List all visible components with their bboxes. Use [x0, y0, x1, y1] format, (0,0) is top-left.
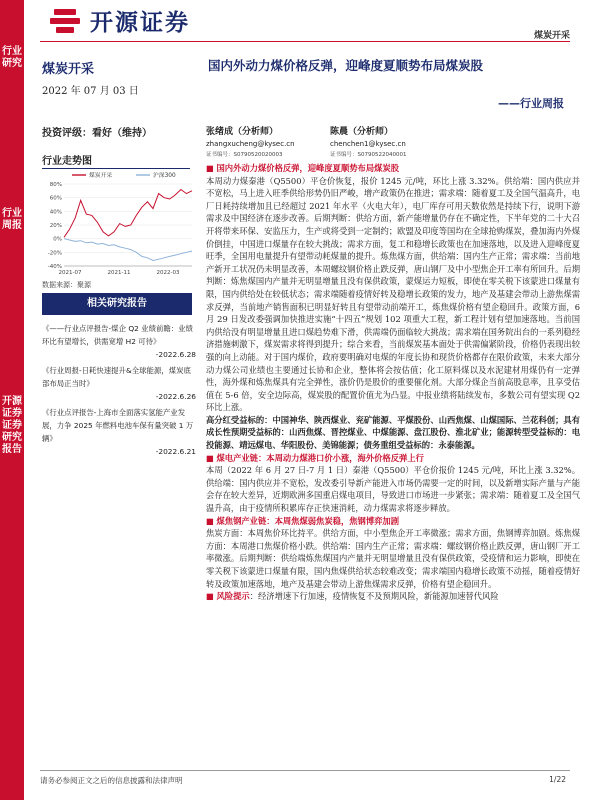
y-tick-label: 20% — [49, 223, 62, 229]
y-tick-label: -40% — [47, 264, 62, 270]
related-report-text: 《——行业点评报告-煤企 Q2 业绩前瞻：业绩环比有望增长，供需宽增 H2 可待》 — [42, 324, 193, 346]
analyst-cert: 证书编号：S0790520020003 — [206, 152, 283, 158]
related-report-date: -2022.6.26 — [155, 392, 196, 401]
related-report-item[interactable] — [42, 364, 196, 403]
analyst-name: 陈晨（分析师） — [330, 127, 394, 137]
section-heading: 国内外动力煤价格反弹，迎峰度夏顺势布局煤炭股 — [216, 163, 400, 173]
series-line-1 — [64, 239, 192, 261]
risk-text: ：经济增速下行加速，疫情恢复不及预期风险，新能源加速替代风险 — [249, 591, 499, 602]
industry-trend-chart — [38, 170, 196, 280]
y-tick-label: 40% — [49, 209, 62, 216]
report-body — [206, 162, 580, 603]
analyst-block — [206, 124, 566, 164]
page-number: 1/22 — [549, 775, 566, 784]
analyst-email[interactable]: zhangxucheng@kysec.cn — [206, 140, 295, 148]
analyst-cert: 证书编号：S0790522040001 — [330, 152, 407, 158]
related-reports-header: 相关研究报告 — [42, 293, 192, 315]
legend-label: 沪深300 — [153, 173, 176, 179]
section-heading: 风险提示 — [216, 591, 250, 602]
y-tick-label: 0% — [53, 236, 62, 243]
sidebar-label-top: 行业研究 — [2, 46, 22, 69]
report-title: 国内外动力煤价格反弹，迎峰度夏顺势布局煤炭股 — [208, 58, 484, 73]
related-report-item[interactable] — [42, 406, 196, 458]
related-report-text: 《行业点评报告-上海市全面落实氢能产业发展，力争 2025 年燃料电池车保有量突破 1 万辆》 — [42, 408, 194, 443]
sidebar-label-bottom: 开源证券证券研究报告 — [2, 396, 22, 455]
brand-logo — [50, 4, 190, 37]
footer-disclaimer: 请务必参阅正文之后的信息披露和法律声明 — [40, 776, 183, 785]
x-tick-label: 2021-11 — [107, 270, 131, 276]
logo-text: 开源证券 — [90, 10, 190, 36]
analyst-name: 张绪成（分析师） — [206, 127, 279, 137]
sidebar-strip — [0, 0, 24, 800]
bullet-icon: ■ — [206, 163, 217, 173]
body-paragraph-stocks: 高分红受益标的：中国神华、陕西煤业、兖矿能源、平煤股份、山西焦煤、山煤国际、兰花科创；具有成长性预期受益标的：山西焦煤、晋控煤业、中煤能源、盘江股份、淮北矿业；能源转型受益标的：电投能源、靖远煤电、华阳股份、美锦能源；债务重组受益标的：永泰能源。 — [206, 414, 580, 451]
legend-label: 煤炭开采 — [89, 173, 113, 179]
body-paragraph: 本周（2022 年 6 月 27 日-7 月 1 日）秦港（Q5500）平仓价报价 1245 元/吨，环比上涨 3.32%。供给端：国内供应并不宽松，发改委引导新产能进入市场仍需要一定的时间，以及新增实际产量与产能会存在较大差异，近期欧洲多国重启煤电项目，导致进口市场进一步紧张；需求端：随着夏工及全国气温升高，由于疫情所积累库存正快速消耗，动力煤需求将逐步释放。 — [206, 465, 580, 514]
report-type: 煤炭开采 — [42, 62, 95, 77]
footer-divider — [40, 770, 570, 771]
related-report-date: -2022.6.21 — [155, 447, 196, 456]
bullet-icon: ■ — [206, 591, 217, 602]
trend-chart-title: 行业走势图 — [42, 156, 92, 167]
section-heading: 煤电产业链：本周动力煤港口价小涨，海外价格反弹上行 — [216, 452, 424, 463]
sidebar-label-mid: 行业周报 — [2, 208, 22, 231]
analyst-email[interactable]: chenchen1@kysec.cn — [330, 140, 406, 148]
analyst-card — [206, 124, 295, 158]
y-tick-label: 60% — [49, 195, 62, 202]
x-tick-label: 2022-03 — [156, 270, 180, 276]
header-category-tag: 煤炭开采 — [533, 31, 570, 41]
bullet-icon: ■ — [206, 515, 217, 526]
related-report-text: 《行业周报-日耗快速提升&全球能源，煤炭底部布局正当时》 — [42, 366, 191, 388]
report-subtitle: ——行业周报 — [498, 97, 564, 110]
related-reports-list — [42, 322, 196, 461]
body-paragraph: 本周动力煤秦港（Q5500）平仓价恢复，报价 1245 元/吨，环比上涨 3.32%。供给端：国内供应并不宽松，马上进入旺季供给形势仍旧严峻，增产政策仍在推进；需求端：随着夏工及全国气温高升，电厂日耗持续增加且已经超过 2021 年水平（火电大年），电厂库存可用天数依然是持续下行，说明下游需求及中国经济在逐步改善。后期判断：供给方面，新产能增量仍存在不确定性，下半年党的二十大召开将带来环保、安监压力，生产或将受到一定制约；欧盟及印度等国均在全球抢购煤炭，叠加海内外煤价倒挂，中国进口煤量存在较大挑战；需求方面，复工和稳增长政策也在加速落地，以及进入迎峰度夏旺季，全国用电量提升有望带动耗煤量的提升。炼焦煤方面，供给端：国内生产正常；需求端：当前地产新开工状况仍未明显改善，本周螺纹钢价格止跌反弹，唐山钢厂及中小型焦企开工率有所回升。后期判断：炼焦煤国内产量并无明显增量且没有保供政策，蒙煤运力短板，即使在零关税下该蒙进口煤量有限，国内供给处在较低状态；需求端随着疫情好转及稳增长政策的发力，地产及基建会带动上游焦煤需求反弹，当前地产销售面积已明显好转且有望带动前端开工，炼焦煤价格有望企稳回升。政策方面，6 月 29 日发改委强调加快推进实施“十四五”规划 102 项重大工程，新工程计划有望加速落地。当前国内供给没有明显增量且进口煤趋势难下滑，供需端仍面临较大挑战；需求端在国务院出台的一系列稳经济措施刺激下，煤炭需求将得到提升；综合来看，当前煤炭基本面处于供需偏紧阶段，价格仍表现出较强的向上动能。对于国内煤价，政府要明确对电煤的年度长协和现货价格都存在限价政策，未来大部分动力煤公司业绩也主要通过长协和企业，整体将会按估值；化工原料煤以及水泥建材用煤仍有一定弹性，海外煤和炼焦煤具有完全弹性，涨价仍是股价的重要催化剂。大部分煤企当前高股息率，且享受估值在 5-6 倍，安全边际高，煤炭股的配置价值尤为凸显。中报业绩将陆续发布，多数公司有望实现 Q2 环比上涨。 — [206, 175, 580, 413]
chart-source: 数据来源：聚源 — [42, 281, 91, 289]
trend-divider — [42, 168, 190, 169]
x-tick-label: 2021-07 — [58, 270, 82, 276]
y-tick-label: -20% — [47, 250, 62, 257]
y-tick-label: 80% — [49, 182, 62, 188]
report-date: 2022 年 07 月 03 日 — [42, 86, 139, 97]
investment-rating: 投资评级：看好（维持） — [42, 128, 152, 139]
header-divider — [40, 41, 570, 42]
logo-mark-icon — [50, 8, 84, 34]
series-line-0 — [64, 190, 192, 238]
related-report-date: -2022.6.28 — [155, 350, 196, 359]
body-paragraph: 焦炭方面：本周焦价环比持平。供给方面，中小型焦企开工率微涨；需求方面，焦钢博弈加剧。炼焦煤方面：本周港口焦煤价格小跌。供给端：国内生产正常；需求端：螺纹钢价格止跌反弹，唐山钢厂开工率微涨。后期判断：供给端炼焦煤国内产量并无明显增量且没有保供政策，受疫情和运力影响，即使在零关税下该蒙进口煤量有限，国内焦煤供给状态较难改变；需求端国内稳增长政策不动摇，随着疫情好转及政策加速落地，地产及基建会带动上游焦煤需求反弹，价格有望企稳回升。 — [206, 528, 580, 589]
section-heading: 煤焦钢产业链：本周焦煤弱焦炭稳，焦钢博弈加剧 — [216, 515, 400, 526]
bullet-icon: ■ — [206, 452, 217, 463]
related-report-item[interactable] — [42, 322, 196, 361]
analyst-card — [330, 124, 406, 158]
